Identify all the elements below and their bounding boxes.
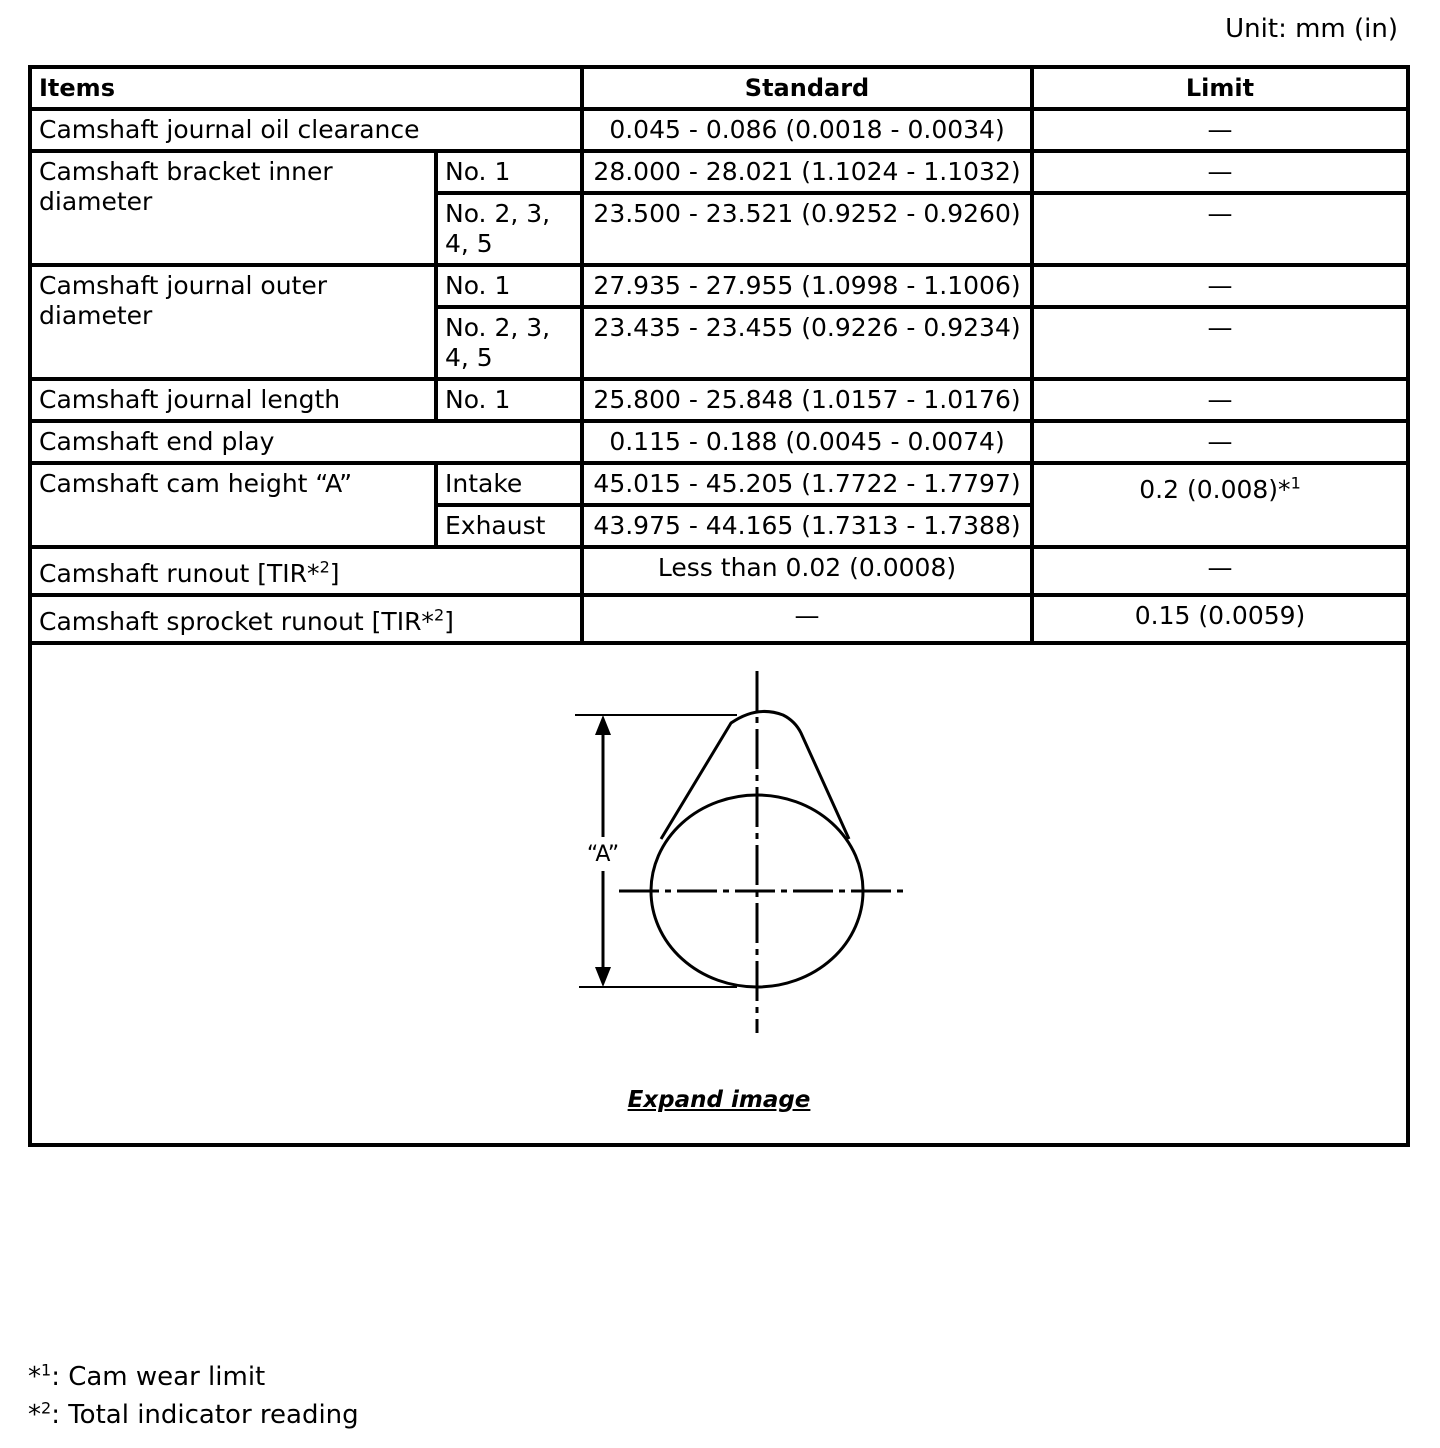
- header-limit: Limit: [1032, 67, 1408, 109]
- sub-item-cell: No. 1: [436, 379, 582, 421]
- sub-item-cell: No. 1: [436, 265, 582, 307]
- table-row: [30, 463, 1408, 505]
- footnote-1: [28, 1358, 359, 1396]
- limit-cell: —: [1032, 307, 1408, 379]
- dimension-label-a: “A”: [586, 842, 620, 867]
- figure-cell: [30, 643, 1408, 1145]
- limit-value: 0.2 (0.008)*: [1139, 475, 1291, 504]
- item-cell: Camshaft bracket inner diameter: [30, 151, 436, 265]
- table-row: [30, 421, 1408, 463]
- sub-item-cell: No. 2, 3, 4, 5: [436, 307, 582, 379]
- limit-cell: —: [1032, 265, 1408, 307]
- arrow-down-icon: [595, 967, 611, 987]
- standard-cell: Less than 0.02 (0.0008): [582, 547, 1032, 595]
- footnote-ref: 2: [433, 605, 445, 625]
- standard-cell: 28.000 - 28.021 (1.1024 - 1.1032): [582, 151, 1032, 193]
- standard-cell: 23.500 - 23.521 (0.9252 - 0.9260): [582, 193, 1032, 265]
- footnote-text: : Cam wear limit: [51, 1362, 266, 1392]
- sub-item-cell: No. 2, 3, 4, 5: [436, 193, 582, 265]
- table-row: [30, 595, 1408, 643]
- limit-cell: —: [1032, 193, 1408, 265]
- sub-item-cell: Exhaust: [436, 505, 582, 547]
- footnote-number: 1: [41, 1360, 52, 1380]
- footnote-text: : Total indicator reading: [51, 1400, 359, 1430]
- item-text: Camshaft runout [TIR*: [39, 559, 320, 588]
- footnotes: [28, 1358, 359, 1434]
- item-cell: [30, 595, 582, 643]
- figure-wrap: [39, 649, 1399, 1139]
- cam-height-diagram: [569, 667, 949, 1037]
- footnote-ref: 1: [1290, 473, 1301, 493]
- arrow-up-icon: [595, 715, 611, 735]
- standard-cell: 23.435 - 23.455 (0.9226 - 0.9234): [582, 307, 1032, 379]
- item-text-end: ]: [444, 607, 454, 636]
- limit-cell: —: [1032, 109, 1408, 151]
- sub-item-cell: No. 1: [436, 151, 582, 193]
- table-row: [30, 109, 1408, 151]
- item-cell: Camshaft cam height “A”: [30, 463, 436, 547]
- limit-cell: —: [1032, 151, 1408, 193]
- item-cell: [30, 547, 582, 595]
- limit-cell: —: [1032, 421, 1408, 463]
- item-cell: Camshaft journal outer diameter: [30, 265, 436, 379]
- header-standard: Standard: [582, 67, 1032, 109]
- table-header-row: [30, 67, 1408, 109]
- footnote-mark: *: [28, 1400, 41, 1430]
- standard-cell: 25.800 - 25.848 (1.0157 - 1.0176): [582, 379, 1032, 421]
- item-text: Camshaft sprocket runout [TIR*: [39, 607, 434, 636]
- standard-cell: 0.045 - 0.086 (0.0018 - 0.0034): [582, 109, 1032, 151]
- item-cell: Camshaft end play: [30, 421, 582, 463]
- standard-cell: 27.935 - 27.955 (1.0998 - 1.1006): [582, 265, 1032, 307]
- footnote-2: [28, 1396, 359, 1434]
- table-row: [30, 547, 1408, 595]
- table-row: [30, 265, 1408, 307]
- cam-lobe-outline: [661, 711, 849, 839]
- standard-cell: —: [582, 595, 1032, 643]
- limit-cell: [1032, 463, 1408, 547]
- footnote-number: 2: [41, 1398, 52, 1418]
- standard-cell: 0.115 - 0.188 (0.0045 - 0.0074): [582, 421, 1032, 463]
- limit-cell: —: [1032, 547, 1408, 595]
- sub-item-cell: Intake: [436, 463, 582, 505]
- unit-label: Unit: mm (in): [1225, 14, 1398, 44]
- camshaft-spec-table: [28, 65, 1410, 1147]
- limit-cell: 0.15 (0.0059): [1032, 595, 1408, 643]
- table-row: [30, 379, 1408, 421]
- footnote-ref: 2: [319, 557, 330, 577]
- item-cell: Camshaft journal oil clearance: [30, 109, 582, 151]
- figure-row: [30, 643, 1408, 1145]
- expand-image-link[interactable]: Expand image: [627, 1087, 811, 1113]
- standard-cell: 43.975 - 44.165 (1.7313 - 1.7388): [582, 505, 1032, 547]
- item-cell: Camshaft journal length: [30, 379, 436, 421]
- table-row: [30, 151, 1408, 193]
- standard-cell: 45.015 - 45.205 (1.7722 - 1.7797): [582, 463, 1032, 505]
- limit-cell: —: [1032, 379, 1408, 421]
- header-items: Items: [30, 67, 582, 109]
- footnote-mark: *: [28, 1362, 41, 1392]
- item-text-end: ]: [329, 559, 340, 588]
